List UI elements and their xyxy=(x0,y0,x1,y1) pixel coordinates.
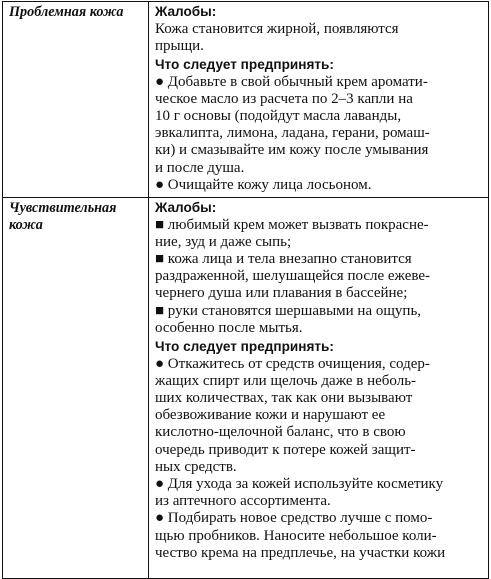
complaint-item: ■ кожа лица и тела внезапно становится раздраженной, шелушащейся после ежеве- чернего душа или плавания в бассейне; xyxy=(155,251,431,302)
table-row xyxy=(3,198,489,579)
complaint-item: ■ любимый крем может вызвать покрасне- ние, зуд и даже сыпь; xyxy=(155,216,429,250)
action-item: ● Для ухода за кожей используйте косметику из аптечного ассортимента. xyxy=(155,476,444,510)
table-row xyxy=(3,2,489,198)
skin-type-label: Проблемная кожа xyxy=(9,4,124,20)
description-cell xyxy=(149,2,489,198)
actions-heading: Что следует предпринять: xyxy=(155,339,334,355)
action-item: ● Очищайте кожу лица лосьоном. xyxy=(155,176,372,193)
action-item: ● Подбирать новое средство лучше с помо- щью пробников. Наносите небольшое коли- чество крема на предплечье, на участки кожи xyxy=(155,510,446,561)
skin-type-cell xyxy=(3,2,149,198)
description-cell xyxy=(149,198,489,579)
complaints-heading: Жалобы: xyxy=(155,200,217,216)
action-item: ● Добавьте в свой обычный крем аромати- ческое масло из расчета по 2–3 капли на 10 г основы (подойдут масла лаванды, эвкалипта, лимона, ладана, герани, ромаш- ки) и смазывайте им кожу после умывания и после душа. xyxy=(155,73,430,176)
complaints-heading: Жалобы: xyxy=(155,4,217,19)
actions-heading: Что следует предпринять: xyxy=(155,57,334,72)
skin-type-cell xyxy=(3,198,149,579)
complaint-item: ■ руки становятся шершавыми на ощупь, особенно после мытья. xyxy=(155,302,422,336)
skin-type-label: Чувствительная кожа xyxy=(9,200,117,234)
action-item: ● Откажитесь от средств очищения, содер- жащих спирт или щелочь даже в неболь- ших количествах, так как они вызывают обезвоживание кожи и нарушают ее кислотно-щелочной баланс, что в свою очередь приводит к потере кожей защит- ных средств. xyxy=(155,355,430,475)
skin-type-table xyxy=(2,1,489,579)
complaints-text: Кожа становится жирной, появляются прыщи. xyxy=(155,20,399,54)
